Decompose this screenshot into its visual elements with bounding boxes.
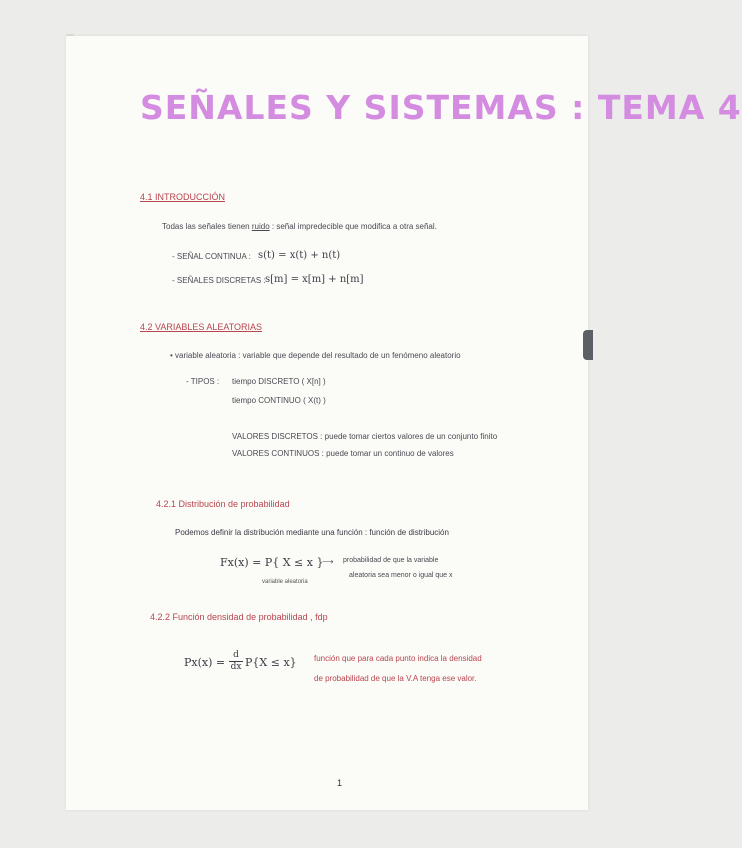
- section-4-2-2-heading: 4.2.2 Función densidad de probabilidad , fdp: [150, 612, 328, 622]
- section-4-2-heading: 4.2 VARIABLES ALEATORIAS: [140, 322, 263, 332]
- discrete-signal-formula: s[m] = x[m] + n[m]: [265, 274, 364, 285]
- tipo-discreto: tiempo DISCRETO ( X[n] ): [232, 377, 326, 386]
- tipo-continuo: tiempo CONTINUO ( X(t) ): [232, 396, 326, 405]
- distribution-definition: Podemos definir la distribución mediante una función : función de distribución: [175, 528, 449, 537]
- variable-aleatoria-note: variable aleatoria: [262, 579, 308, 585]
- pdf-formula-lhs: Px(x) =: [184, 656, 226, 669]
- continuous-signal-formula: s(t) = x(t) + n(t): [258, 250, 341, 261]
- valores-discretos: VALORES DISCRETOS : puede tomar ciertos valores de un conjunto finito: [232, 432, 498, 441]
- page-title: SEÑALES Y SISTEMAS : TEMA 4: [140, 88, 742, 127]
- intro-word-ruido: ruido: [251, 222, 270, 231]
- intro-line-a: Todas las señales tienen: [162, 222, 250, 231]
- derivative-numerator: d: [233, 650, 239, 660]
- distribution-desc-1: probabilidad de que la variable: [343, 557, 439, 564]
- intro-line-c: : señal impredecible que modifica a otra señal.: [271, 222, 437, 231]
- intro-line: [162, 222, 437, 231]
- binder-tab: [583, 330, 593, 360]
- distribution-desc-2: aleatoria sea menor o igual que x: [349, 572, 453, 579]
- section-4-2-1-heading: 4.2.1 Distribución de probabilidad: [156, 499, 290, 509]
- pdf-derivative: [229, 650, 243, 672]
- derivative-denominator: dx: [230, 662, 242, 672]
- pdf-desc-1: función que para cada punto indica la densidad: [314, 654, 482, 663]
- notebook-page: [66, 36, 742, 810]
- pdf-formula-rhs: P{X ≤ x}: [245, 656, 297, 669]
- arrow-icon: ⟶: [322, 557, 334, 566]
- discrete-signal-label: - SEÑALES DISCRETAS :: [172, 276, 266, 285]
- distribution-formula: Fx(x) = P{ X ≤ x }: [220, 556, 324, 569]
- random-variable-definition: • variable aleatoria : variable que depende del resultado de un fenómeno aleatorio: [170, 351, 461, 360]
- continuous-signal-label: - SEÑAL CONTINUA :: [172, 252, 251, 261]
- tipos-label: - TIPOS :: [186, 377, 220, 386]
- valores-continuos: VALORES CONTINUOS : puede tomar un continuo de valores: [232, 449, 454, 458]
- page-number: 1: [337, 778, 343, 788]
- section-4-1-heading: 4.1 INTRODUCCIÓN: [140, 192, 226, 202]
- pdf-desc-2: de probabilidad de que la V.A tenga ese valor.: [314, 674, 477, 683]
